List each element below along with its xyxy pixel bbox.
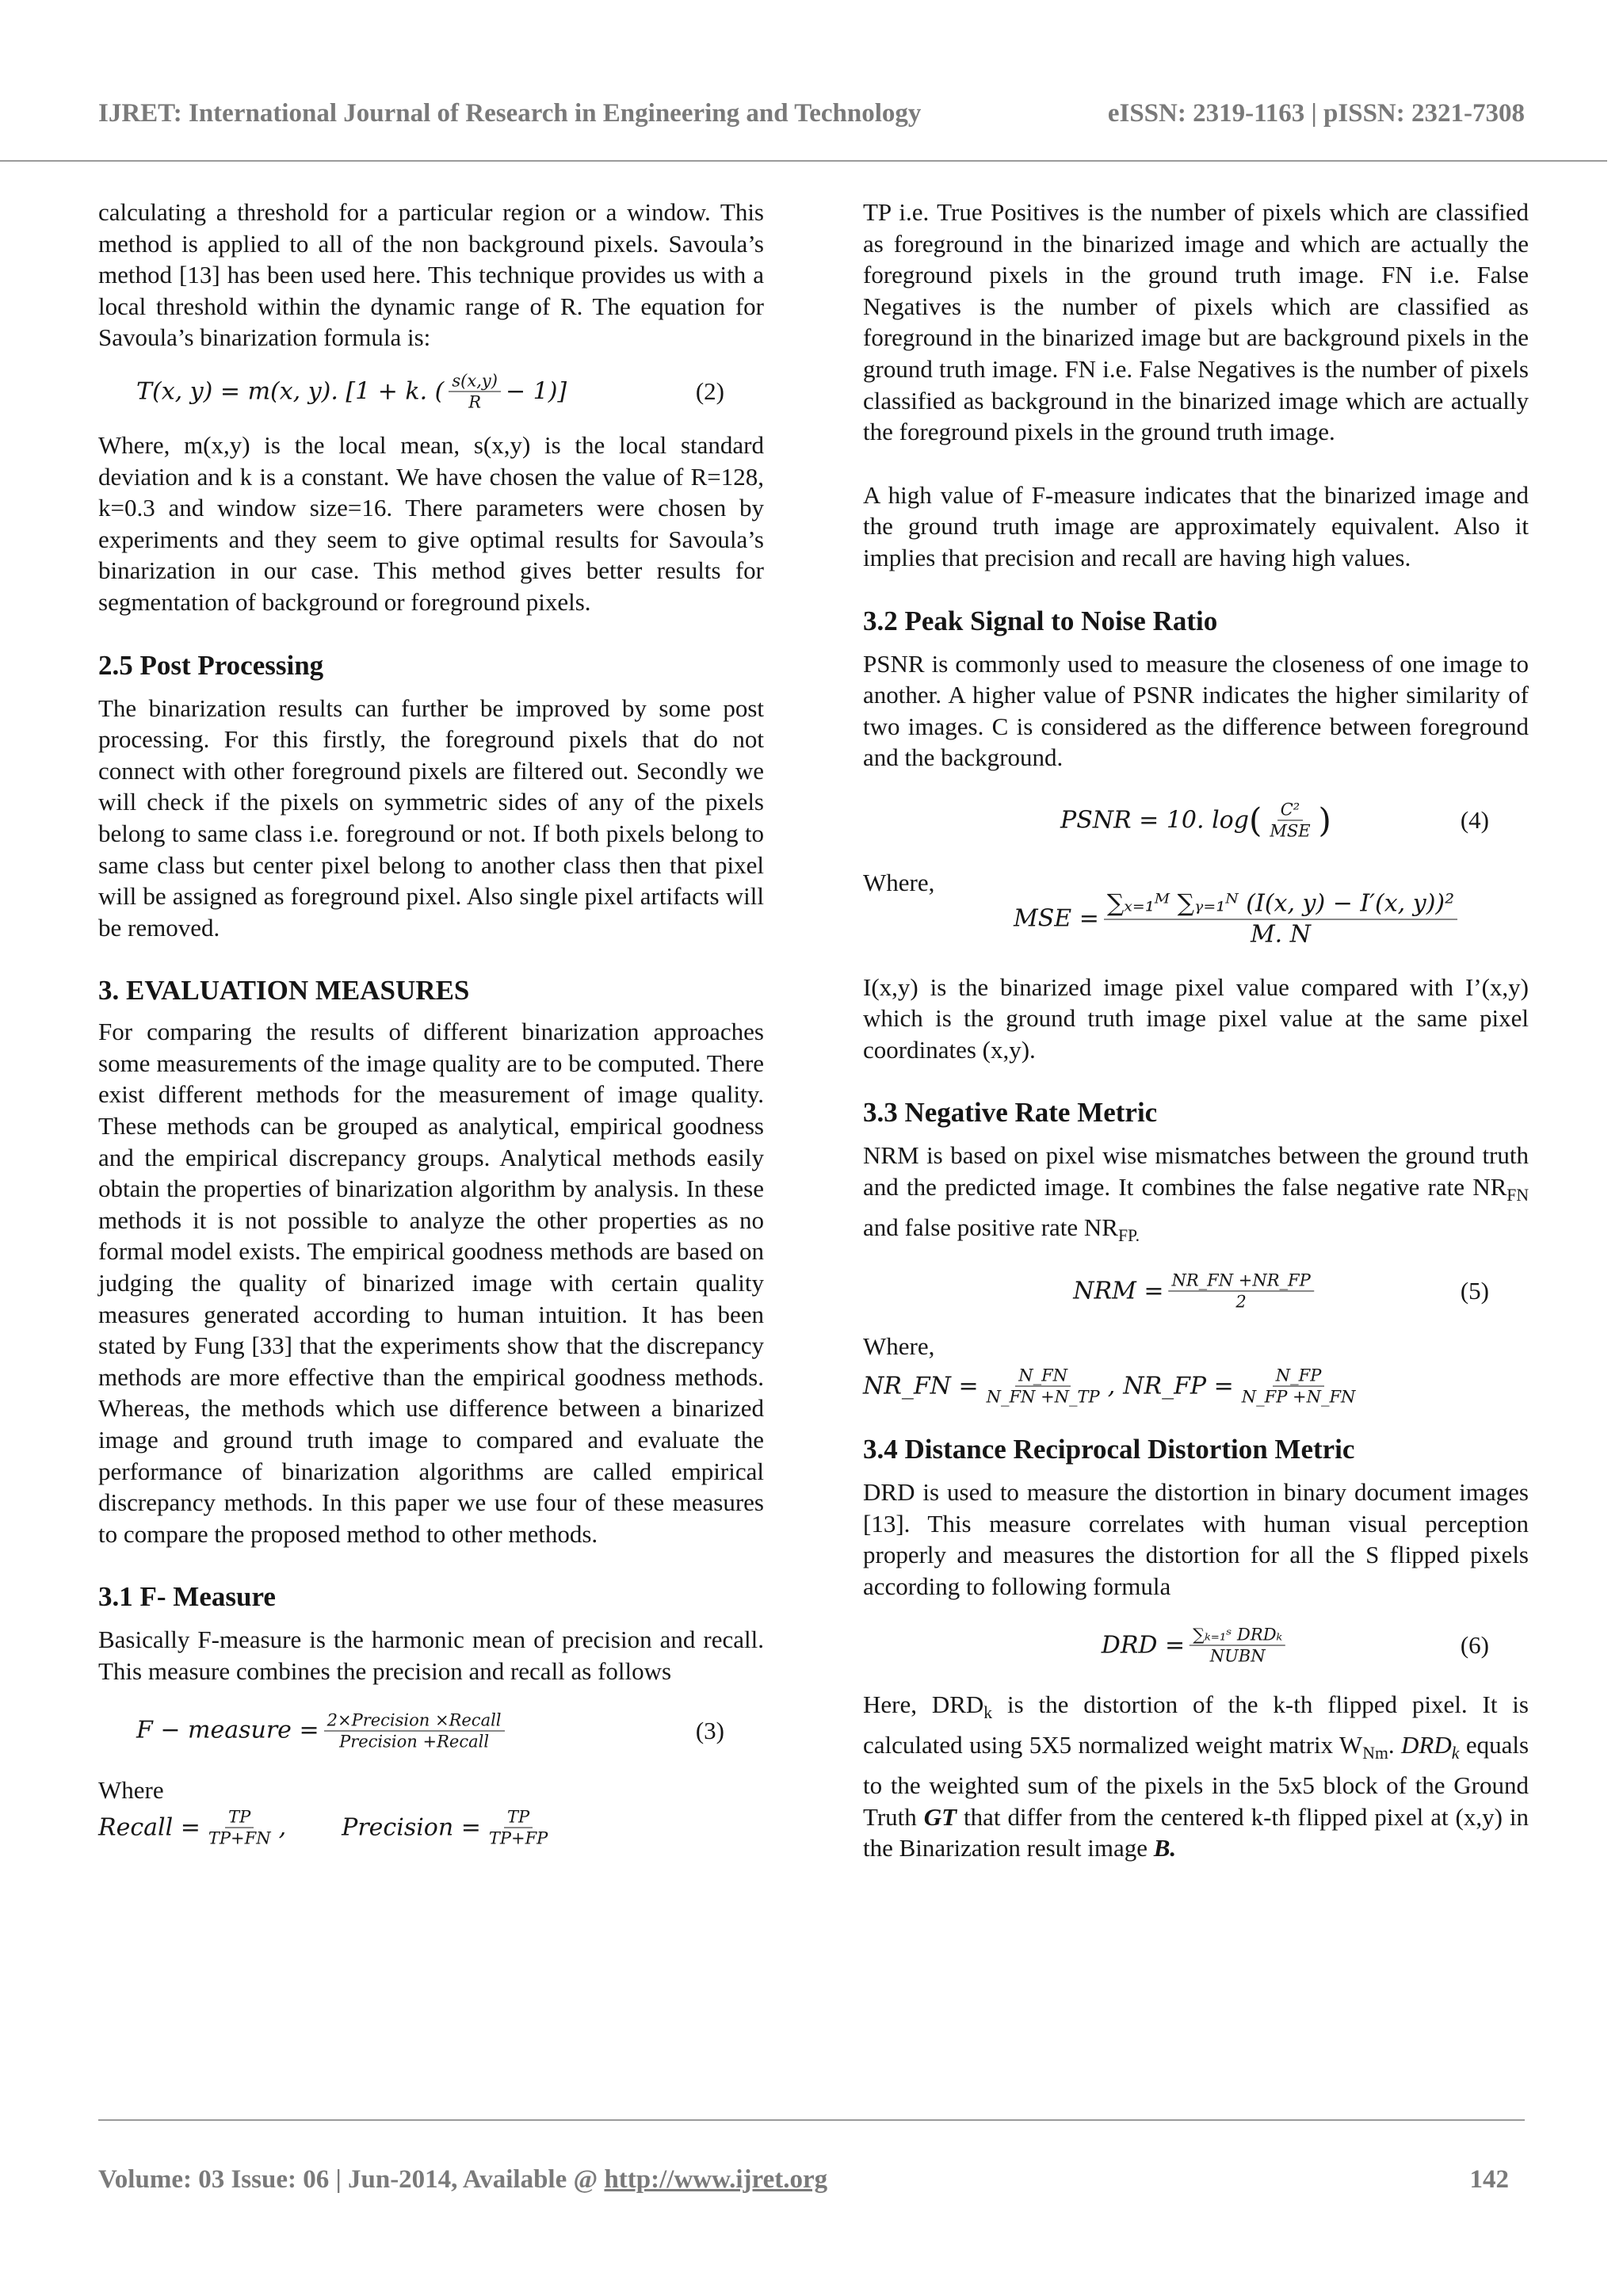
equation-3 [98, 1687, 764, 1775]
denominator: TP+FP [488, 1828, 548, 1848]
right-column [863, 197, 1529, 1864]
equation-lhs: T(x, y) = m(x, y). [1 + k. ( [136, 377, 445, 406]
recall-precision-definitions [98, 1805, 764, 1850]
paragraph: I(x,y) is the binarized image pixel value compared with I’(x,y) which is the ground truth image pixel value at the same pixel coordinates (x,y). [863, 972, 1529, 1064]
page-footer [98, 2165, 1525, 2195]
paragraph: TP i.e. True Positives is the number of pixels which are classified as foreground in the binarized image and which are actually the foreground pixels in the ground truth image. FN i.e. False Negatives is the number of pixels which are classified as foreground in the binarized image but are background pixels in the ground truth image. FN i.e. False Negatives is the number of pixels classified as background in the binarized image which are actually the foreground pixels in the ground truth image. [863, 198, 1529, 446]
equation-lhs: PSNR = 10. log [1060, 806, 1249, 835]
nrfp-lhs: NR_FP = [1123, 1372, 1234, 1400]
equation-5 [863, 1251, 1529, 1331]
fraction [449, 370, 501, 412]
section-heading: 3.3 Negative Rate Metric [863, 1097, 1158, 1129]
denominator: M. N [1250, 920, 1312, 948]
denominator: N_FP +N_FN [1241, 1387, 1356, 1407]
fraction [324, 1710, 505, 1752]
fraction [1104, 888, 1457, 949]
denominator: MSE [1270, 821, 1311, 841]
numerator: N_FP [1273, 1366, 1325, 1387]
issn: eISSN: 2319-1163 | pISSN: 2321-7308 [1107, 99, 1525, 128]
paragraph: PSNR is commonly used to measure the closeness of one image to another. A higher value of PSNR indicates the higher similarity of two images. C is considered as the difference between foreground and the background. [863, 649, 1529, 772]
section-heading: 3.2 Peak Signal to Noise Ratio [863, 605, 1218, 636]
precision-lhs: Precision = [342, 1813, 481, 1842]
equation-number: (2) [695, 377, 724, 406]
fraction [1168, 1270, 1313, 1312]
where-label: Where, [863, 868, 935, 896]
equation-lhs: NRM = [1073, 1277, 1164, 1305]
paragraph: calculating a threshold for a particular region or a window. This method is applied to all of the non background pixels. Savoula’s method [13] has been used here. This technique provides us with a local threshold within the dynamic range of R. The equation for Savoula’s binarization formula is: [98, 198, 764, 352]
paragraph: The binarization results can further be improved by some post processing. For this firstly, the foreground pixels that do not connect with other foreground pixels are filtered out. Secondly we will check if the pixels on symmetric sides of any of the pixels belong to same class i.e. foreground or not. If both pixels belong to same class but center pixel belong to another class then that pixel will be assigned as foreground pixel. Also single pixel artifacts will be removed. [98, 693, 764, 942]
section-heading: 2.5 Post Processing [98, 649, 324, 681]
paragraph: Basically F-measure is the harmonic mean of precision and recall. This measure combines the precision and recall as follows [98, 1626, 764, 1685]
paren: ) [1318, 800, 1331, 840]
equation-4 [863, 774, 1529, 867]
paren: ( [1248, 800, 1262, 840]
where-label: Where, [863, 1332, 935, 1361]
paragraph: Here, $DRD_k$ is the distortion of the k-th flipped pixel. It is calculated using 5X5 normalized weight matrix $W_{Nm}$. $DRD_k$ equals to the weighted sum of the pixels in the 5x5 block of the Ground Truth GT that differ from the centered k-th flipped pixel at (x,y) in the Binarization result image B. [863, 1690, 1529, 1862]
footer-divider [98, 2119, 1525, 2121]
journal-link[interactable]: http://www.ijret.org [604, 2165, 828, 2194]
paragraph: Where, m(x,y) is the local mean, s(x,y) is the local standard deviation and k is a constant. We have chosen the value of R=128, k=0.3 and window size=16. There parameters were chosen by experiments and they seem to give optimal results for Savoula’s binarization in our case. This method gives better results for segmentation of background or foreground pixels. [98, 430, 764, 616]
paragraph: For comparing the results of different binarization approaches some measurements of the image quality are to be computed. There exist different methods for the measurement of image quality. These methods can be grouped as analytical, empirical goodness and the empirical discrepancy groups. Analytical methods easily obtain the properties of binarization algorithm by analysis. In these methods it is not possible to analyze the other properties as no formal model exists. The empirical goodness methods are based on judging the quality of binarized image with certain quality measures generated according to human intuition. It has been stated by Fung [33] that the experiments show that the discrepancy methods are more effective than the empirical goodness methods. Whereas, the methods which use difference between a binarized image and ground truth image to compared and evaluate the performance of binarization algorithms are called empirical discrepancy methods. In this paper we use four of these measures to compare the proposed method to other methods. [98, 1018, 764, 1548]
page-number: 142 [1469, 2165, 1509, 2194]
mse-equation [863, 888, 1529, 951]
equation-2 [98, 353, 764, 430]
separator: , [1107, 1372, 1116, 1400]
numerator: C² [1277, 799, 1304, 820]
fraction [1266, 799, 1313, 841]
equation-number: (6) [1460, 1631, 1489, 1660]
numerator: ∑ₓ₌₁ᴹ ∑ᵧ₌₁ᴺ (I(x, y) − I′(x, y))² [1104, 888, 1457, 919]
equation-number: (4) [1460, 806, 1489, 835]
fraction [983, 1366, 1103, 1408]
journal-title: IJRET: International Journal of Research in Engineering and Technology [98, 99, 922, 128]
paragraph: DRD is used to measure the distortion in binary document images [13]. This measure correlates with human visual perception properly and measures the distortion for all the S flipped pixels according to following formula [863, 1478, 1529, 1600]
denominator: TP+FN [208, 1828, 271, 1848]
equation-lhs: MSE = [1014, 904, 1099, 933]
denominator: N_FN +N_TP [986, 1387, 1100, 1407]
left-column [98, 197, 764, 1850]
recall-lhs: Recall = [98, 1813, 200, 1842]
paragraph: A high value of F-measure indicates that the binarized image and the ground truth image are approximately equivalent. Also it implies that precision and recall are having high values. [863, 480, 1529, 571]
nrfn-lhs: NR_FN = [863, 1372, 979, 1400]
fraction [486, 1807, 551, 1849]
denominator: Precision +Recall [339, 1732, 490, 1752]
equation-number: (5) [1460, 1277, 1489, 1305]
header-divider [0, 160, 1607, 162]
fraction [1239, 1366, 1359, 1408]
numerator: TP [225, 1807, 254, 1828]
numerator: ∑ₖ₌₁ˢ DRDₖ [1190, 1625, 1285, 1646]
fraction [1190, 1625, 1285, 1667]
section-heading: 3.1 F- Measure [98, 1581, 276, 1613]
equation-lhs: F − measure = [136, 1716, 319, 1744]
equation-6 [863, 1602, 1529, 1689]
equation-rhs: − 1)] [505, 377, 567, 406]
denominator: NUBN [1209, 1646, 1266, 1666]
section-heading: 3.4 Distance Reciprocal Distortion Metric [863, 1434, 1355, 1465]
numerator: 2×Precision ×Recall [324, 1710, 505, 1731]
numerator: s(x,y) [449, 370, 501, 392]
nr-definitions [863, 1362, 1529, 1410]
denominator: 2 [1235, 1292, 1247, 1312]
paragraph: NRM is based on pixel wise mismatches between the ground truth and the predicted image. It combines the false negative rate $NR_{FN}$ and false positive rate $NR_{FP.}$ [863, 1141, 1529, 1245]
numerator: N_FN [1015, 1366, 1071, 1387]
numerator: TP [504, 1807, 533, 1828]
denominator: R [468, 392, 482, 412]
page-header [98, 99, 1525, 131]
equation-lhs: DRD = [1101, 1631, 1186, 1660]
fraction [205, 1807, 274, 1849]
footer-volume: Volume: 03 Issue: 06 | Jun-2014, Available @ http://www.ijret.org [98, 2165, 828, 2194]
equation-number: (3) [695, 1716, 724, 1744]
section-heading: 3. EVALUATION MEASURES [98, 975, 470, 1007]
where-label: Where [98, 1775, 164, 1804]
separator: , [278, 1813, 287, 1842]
numerator: NR_FN +NR_FP [1168, 1270, 1313, 1292]
